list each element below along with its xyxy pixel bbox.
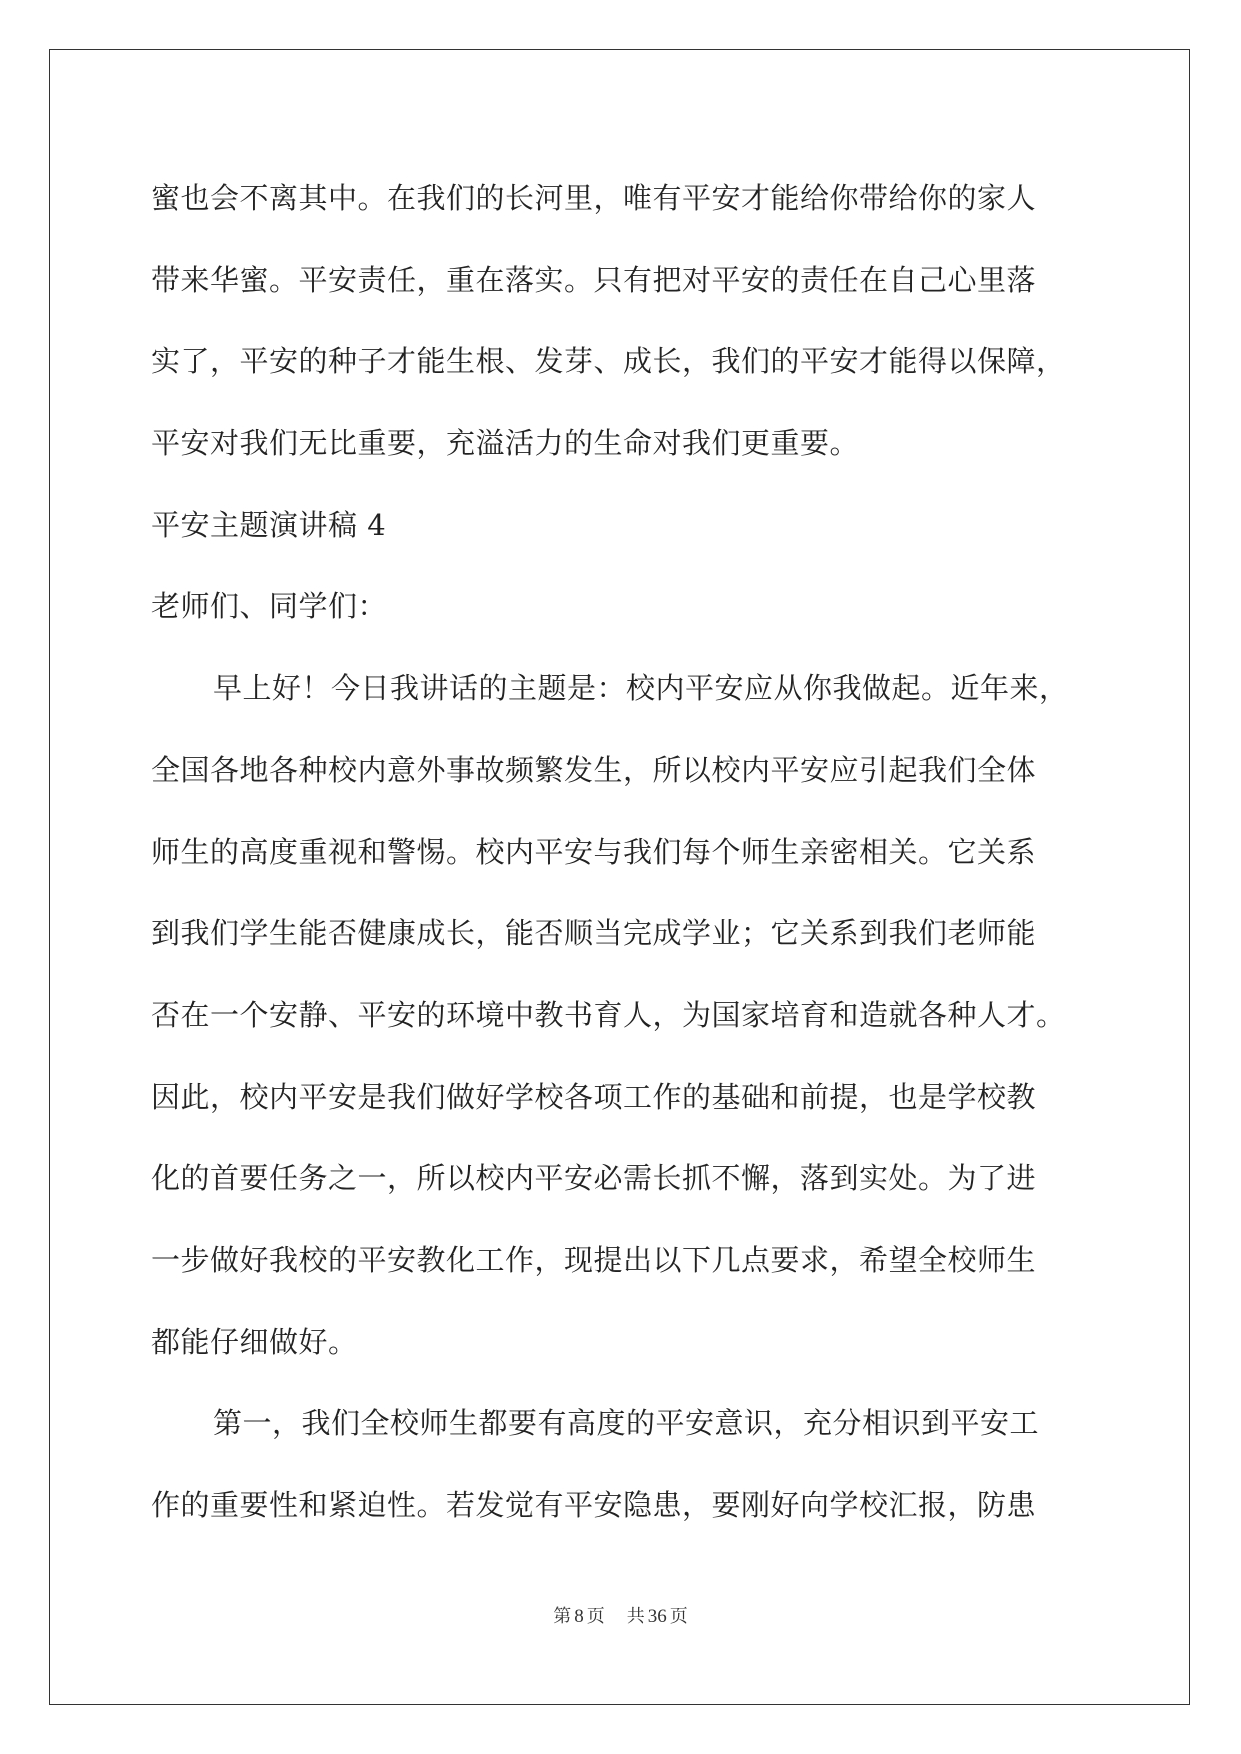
total-suffix: 页 [669, 1606, 688, 1627]
paragraph-line: 作的重要性和紧迫性。若发觉有平安隐患，要刚好向学校汇报，防患 [151, 1488, 1037, 1522]
document-body [151, 158, 1091, 1547]
paragraph-line: 师生的高度重视和警惕。校内平安与我们每个师生亲密相关。它关系 [151, 834, 1037, 869]
paragraph-line: 化的首要任务之一，所以校内平安必需长抓不懈，落到实处。为了进 [151, 1161, 1037, 1196]
paragraph-line: 否在一个安静、平安的环境中教书育人，为国家培育和造就各种人才。 [151, 997, 1066, 1032]
total-prefix: 共 [626, 1606, 645, 1627]
page-suffix: 页 [586, 1606, 605, 1627]
paragraph-line: 到我们学生能否健康成长，能否顺当完成学业；它关系到我们老师能 [151, 916, 1037, 951]
paragraph-line: 全国各地各种校内意外事故频繁发生，所以校内平安应引起我们全体 [151, 752, 1037, 787]
paragraph-line: 第一，我们全校师生都要有高度的平安意识，充分相识到平安工 [213, 1406, 1040, 1441]
paragraph-line: 一步做好我校的平安教化工作，现提出以下几点要求，希望全校师生 [151, 1242, 1037, 1277]
paragraph-line: 蜜也会不离其中。在我们的长河里，唯有平安才能给你带给你的家人 [151, 181, 1037, 215]
total-pages: 36 [647, 1606, 667, 1627]
paragraph-line: 因此，校内平安是我们做好学校各项工作的基础和前提，也是学校教 [151, 1079, 1037, 1114]
page-prefix: 第 [553, 1606, 572, 1627]
paragraph-line: 实了，平安的种子才能生根、发芽、成长，我们的平安才能得以保障， [151, 344, 1066, 379]
page-number: 8 [574, 1606, 584, 1627]
paragraph-line: 带来华蜜。平安责任，重在落实。只有把对平安的责任在自己心里落 [151, 262, 1037, 297]
paragraph-line: 都能仔细做好。 [151, 1324, 358, 1359]
paragraph-line: 平安对我们无比重要，充溢活力的生命对我们更重要。 [151, 426, 860, 461]
page-footer [0, 1602, 1241, 1628]
salutation: 老师们、同学们： [151, 589, 388, 624]
section-heading: 平安主题演讲稿 4 [151, 507, 387, 542]
paragraph-line: 早上好！今日我讲话的主题是：校内平安应从你我做起。近年来， [213, 671, 1069, 706]
